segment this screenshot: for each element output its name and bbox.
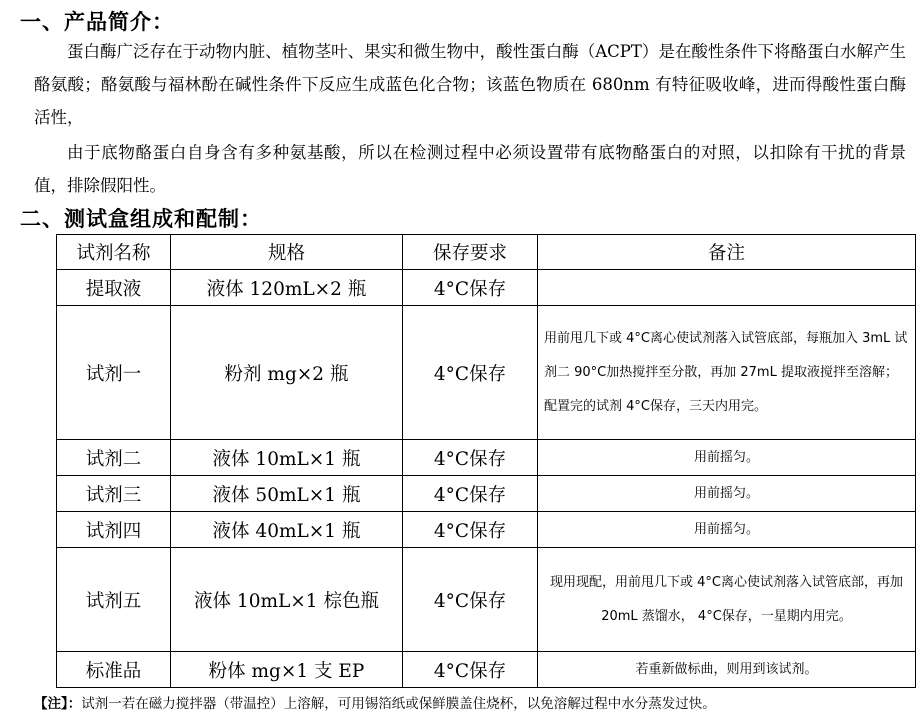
section-heading-intro: 一、产品简介： bbox=[20, 10, 174, 34]
reagent-name: 试剂二 bbox=[57, 440, 171, 476]
reagent-spec: 粉体 mg×1 支 EP bbox=[171, 652, 403, 688]
reagent-name: 试剂一 bbox=[57, 306, 171, 440]
reagent-spec: 液体 10mL×1 棕色瓶 bbox=[171, 548, 403, 652]
reagent-note: 若重新做标曲，则用到该试剂。 bbox=[538, 652, 916, 688]
reagent-note bbox=[538, 270, 916, 306]
col-header-note: 备注 bbox=[538, 235, 916, 270]
reagent-name: 试剂四 bbox=[57, 512, 171, 548]
footnote-label: 【注】： bbox=[34, 696, 82, 712]
reagent-name: 试剂五 bbox=[57, 548, 171, 652]
reagent-note: 用前摇匀。 bbox=[538, 476, 916, 512]
table-row bbox=[57, 476, 916, 512]
reagent-storage: 4°C保存 bbox=[403, 440, 538, 476]
kit-composition-table bbox=[56, 234, 916, 688]
table-row bbox=[57, 652, 916, 688]
table-row bbox=[57, 306, 916, 440]
reagent-spec: 液体 120mL×2 瓶 bbox=[171, 270, 403, 306]
table-header-row bbox=[57, 235, 916, 270]
reagent-name: 标准品 bbox=[57, 652, 171, 688]
reagent-spec: 液体 40mL×1 瓶 bbox=[171, 512, 403, 548]
table-row bbox=[57, 548, 916, 652]
reagent-storage: 4°C保存 bbox=[403, 652, 538, 688]
reagent-storage: 4°C保存 bbox=[403, 548, 538, 652]
reagent-note: 现用现配，用前甩几下或 4°C离心使试剂落入试管底部，再加 20mL 蒸馏水， 4°C保存，一星期内用完。 bbox=[538, 548, 916, 652]
reagent-note: 用前摇匀。 bbox=[538, 512, 916, 548]
footnote bbox=[34, 692, 716, 712]
footnote-text: 试剂一若在磁力搅拌器（带温控）上溶解，可用锡箔纸或保鲜膜盖住烧杯，以免溶解过程中水分蒸发过快。 bbox=[81, 696, 716, 712]
reagent-note: 用前甩几下或 4°C离心使试剂落入试管底部，每瓶加入 3mL 试剂二 90°C加热搅拌至分散，再加 27mL 提取液搅拌至溶解；配置完的试剂 4°C保存，三天内用完。 bbox=[538, 306, 916, 440]
reagent-spec: 粉剂 mg×2 瓶 bbox=[171, 306, 403, 440]
section-heading-kit: 二、测试盒组成和配制： bbox=[20, 207, 262, 231]
table-row bbox=[57, 440, 916, 476]
reagent-name: 试剂三 bbox=[57, 476, 171, 512]
col-header-spec: 规格 bbox=[171, 235, 403, 270]
intro-paragraph-1: 蛋白酶广泛存在于动物内脏、植物茎叶、果实和微生物中，酸性蛋白酶（ACPT）是在酸性条件下将酪蛋白水解产生酪氨酸；酪氨酸与福林酚在碱性条件下反应生成蓝色化合物；该蓝色物质在 680nm 有特征吸收峰，进而得酸性蛋白酶活性， bbox=[34, 42, 906, 127]
intro-paragraph-2: 由于底物酪蛋白自身含有多种氨基酸，所以在检测过程中必须设置带有底物酪蛋白的对照，以扣除有干扰的背景值，排除假阳性。 bbox=[34, 143, 906, 195]
reagent-note: 用前摇匀。 bbox=[538, 440, 916, 476]
reagent-spec: 液体 10mL×1 瓶 bbox=[171, 440, 403, 476]
reagent-spec: 液体 50mL×1 瓶 bbox=[171, 476, 403, 512]
col-header-name: 试剂名称 bbox=[57, 235, 171, 270]
reagent-storage: 4°C保存 bbox=[403, 306, 538, 440]
reagent-name: 提取液 bbox=[57, 270, 171, 306]
reagent-storage: 4°C保存 bbox=[403, 512, 538, 548]
reagent-storage: 4°C保存 bbox=[403, 270, 538, 306]
table-row bbox=[57, 512, 916, 548]
table-row bbox=[57, 270, 916, 306]
reagent-storage: 4°C保存 bbox=[403, 476, 538, 512]
col-header-storage: 保存要求 bbox=[403, 235, 538, 270]
